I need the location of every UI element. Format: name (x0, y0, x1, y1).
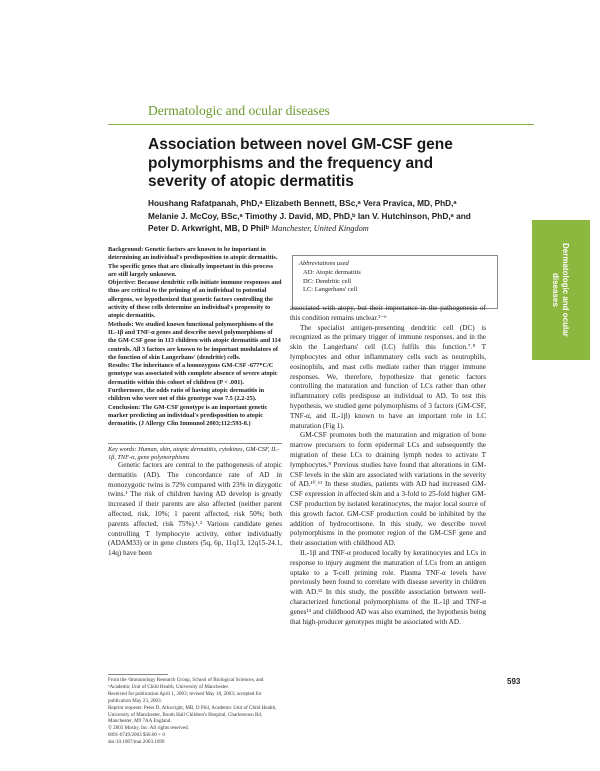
footnotes (108, 677, 282, 746)
article-title: Association between novel GM-CSF gene polymorphisms and the frequency and severity of atopic dermatitis (148, 136, 453, 190)
abstract (108, 246, 282, 429)
abbreviation-item: DC: Dendritic cell (303, 277, 352, 285)
abstract-methods: Methods: We studied known functional polymorphisms of the IL-1β and TNF-α genes and describe novel polymorphisms of the GM-CSF gene in 113 children with atopic dermatitis and 114 controls. All 3 factors are known to be important modulators of the function of skin Langerhans' (dendritic) cells. (108, 320, 281, 361)
keywords-label: Key words: (108, 446, 137, 453)
body-paragraph: GM-CSF promotes both the maturation and migration of bone marrow precursors to form epidermal LCs and subsequently the migration of these LCs to draining lymph nodes to activate T lymphocytes.⁹ Previous studies have found that alterations in GM-CSF levels in the skin are associated with variations in the severity of AD.¹⁰˒¹¹ In these studies, patients with AD had increased GM-CSF expression in affected skin and a 3-fold to 25-fold higher GM-CSF production by isolated keratinocytes, the major local source of this growth factor. GM-CSF production could be inhibited by the addition of hydrocortisone. In this study, we describe novel polymorphisms in the promoter region of the GM-CSF gene and their association with childhood AD. (290, 431, 486, 548)
abstract-divider (108, 443, 282, 444)
abbreviations-box (292, 255, 498, 309)
section-divider (108, 124, 534, 125)
footnote: 0091-6749/2003 $30.00 + 0 (108, 732, 165, 739)
abstract-background: Background: Genetic factors are known to be important in determining an individual's predisposition to atopic dermatitis. The specific genes that are clinically important in this process are still largely unknown. (108, 246, 278, 278)
footnote: doi:10.1067/mai.2003.1699 (108, 739, 165, 746)
abbreviation-item: AD: Atopic dermatitis (303, 268, 361, 276)
footnote: Received for publication April 1, 2003; revised May 18, 2003; accepted for publication May 23, 2003. (108, 690, 262, 704)
keywords-text: Human, skin, atopic dermatitis, cytokines, GM-CSF, IL-1β, TNF-α, gene polymorphisms (108, 446, 279, 462)
abstract-results: Results: The inheritance of a homozygous GM-CSF -677*C/C genotype was associated with complete absence of severe atopic dermatitis within this cohort of children (P < .001). Furthermore, the odds ratio of having atopic dermatitis in children who were not of this genotype was 7.5 (2.2-25). (108, 362, 278, 403)
author-list (148, 197, 478, 236)
footnote: © 2003 Mosby, Inc. All rights reserved. (108, 725, 189, 732)
abstract-objective: Objective: Because dendritic cells initiate immune responses and thus are critical to the priming of an individual to potential allergens, we hypothesized that genetic factors controlling the activity of these cells determine an individual's propensity to atopic dermatitis. (108, 279, 282, 320)
footnote: From the ᵃImmunology Research Group, School of Biological Sciences, and ᵇAcademic Unit of Child Health, University of Manchester. (108, 677, 264, 690)
footnote-divider (108, 674, 168, 675)
body-paragraph: The specialist antigen-presenting dendritic cell (DC) is recognized as the primary trigger of immune responses, and in the skin the Langerhans' cell (LC) fulfils this function.⁷˒⁸ T lymphocytes and other inflammatory cells such as neutrophils, eosinophils, and mast cells mediate rather than trigger immune responses. We, therefore, hypothesize that genetic factors controlling the maturation and function of LCs rather than other inflammatory cells predispose an individual to AD. To test this hypothesis, we studied gene polymorphisms of 3 factors (GM-CSF, TNF-α, and IL-1β) known to have an important role in LC maturation (Fig 1). (290, 323, 486, 430)
body-right-column (290, 304, 486, 627)
body-paragraph: associated with atopy, but their importance in the pathogenesis of this condition remains unclear.³⁻⁶ (290, 304, 486, 322)
body-left-column (108, 461, 282, 559)
body-paragraph: Genetic factors are central to the pathogenesis of atopic dermatitis (AD). The concordance rate of AD in monozygotic twins is 72% compared with 23% in dizygotic twins.¹ The risk of children having AD develop is greatly increased if their parents are also affected (neither parent affected, risk, 10%; 1 parent affected, risk 50%; both parents affected, risk 75%).¹˒² Various candidate genes controlling T lymphocyte activity, either individually (ADAM33) or in gene clusters (5q, 6p, 11q13, 12q15-24.1, 14q) have been (108, 461, 282, 558)
abbreviation-item: LC: Langerhans' cell (303, 286, 358, 294)
abstract-conclusion: Conclusion: The GM-CSF genotype is an important genetic marker predicting an individual's predisposition to atopic dermatitis. (J Allergy Clin Immunol 2003;112:593-8.) (108, 403, 268, 428)
author-affiliation: Manchester, United Kingdom (271, 224, 369, 233)
abbreviations-title: Abbreviations used (299, 260, 349, 267)
section-sidebar-label: Dermatologic and ocular diseases (551, 243, 570, 337)
page-number: 593 (507, 677, 521, 686)
section-label: Dermatologic and ocular diseases (148, 103, 330, 118)
footnote: Reprint requests: Peter D. Arkwright, MB, D Phil, Academic Unit of Child Health, University of Manchester, Booth Hall Children's Hospital, Charlestown Rd, Manchester, M9 7AA England. (108, 704, 277, 725)
body-paragraph: IL-1β and TNF-α produced locally by keratinocytes and LCs in response to injury augment the maturation of LCs from an antigen uptake to a T-cell priming role. Plasma TNF-α levels have previously been found to correlate with disease severity in children with AD.¹² In this study, the possible association between well-characterized functional polymorphisms of the IL-1β and TNF-α genes¹⁴ and childhood AD was also examined, the hypothesis being that high-producer genotypes might be associated with AD. (290, 548, 486, 626)
author-names: Houshang Rafatpanah, PhD,ᵃ Elizabeth Bennett, BSc,ᵃ Vera Pravica, MD, PhD,ᵃ Melanie J. McCoy, BSc,ᵃ Timothy J. David, MD, PhD,ᵇ Ian V. Hutchinson, PhD,ᵃ and Peter D. Arkwright, MB, D Philᵇ (148, 198, 471, 233)
